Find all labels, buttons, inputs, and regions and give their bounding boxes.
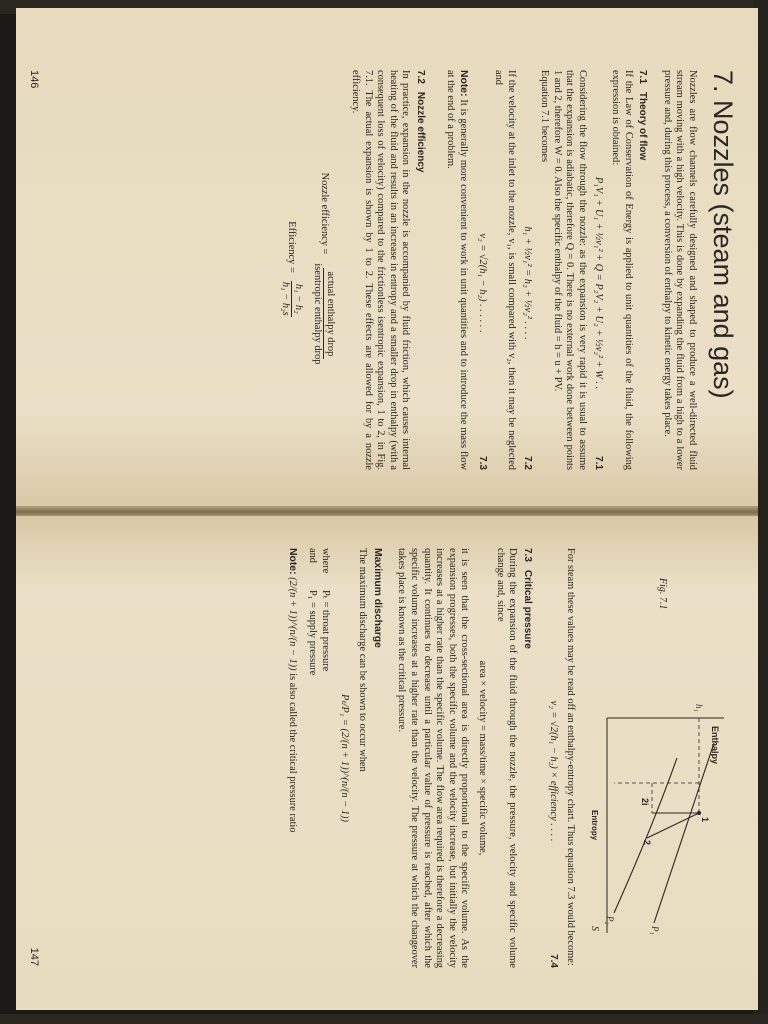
page-number: 147: [28, 947, 40, 966]
paragraph: it is seen that the cross-sectional area is directly proportional to the specific volume. As the expansion progresses, both the specific volume and the velocity increase, but initially the velocity increases at a higher rate than the specific volume. The flow area required is therefore a decreasing quantity. It continues to decrease until a particular value of pressure is reached, after which the specific volume increases at a higher rate than the velocity. The pressure at which the changeover takes place is known as the critical pressure.: [396, 548, 471, 968]
left-page-content: [276, 70, 738, 470]
note-paragraph: [444, 70, 469, 470]
critical-ratio-equation: Pₜ/P₁ = (2/(n + 1))^(n/(n − 1)): [338, 694, 350, 822]
h1-label: h₁: [694, 704, 704, 712]
paragraph: Equation 7.1 becomes: [539, 70, 551, 163]
note-equation: (2/(n + 1))^(n/(n − 1)): [286, 577, 298, 671]
equation-7-3: [475, 70, 488, 470]
p2-isobar: [614, 758, 677, 913]
point-2-label: 2: [642, 840, 652, 846]
equation-7-2: [521, 70, 534, 470]
paragraph: Considering the flow through the nozzle: as the expansion is very rapid it is usual to assume that the expansion is adiabatic, therefore Q = 0. There is no external work done between points 1 and 2, therefore W = 0. Also the specific enthalpy of the fluid = h = u + PV.: [551, 70, 588, 470]
where-text: Pₜ = throat pressure: [320, 590, 332, 672]
note-text: is also called the critical pressure ratio: [286, 673, 298, 833]
section-title: Nozzle efficiency: [414, 91, 426, 173]
note-label: Note:: [286, 548, 298, 575]
numerator: actual enthalpy drop: [323, 268, 337, 359]
point-1-marker: [697, 811, 701, 815]
section-7-3-heading: [520, 548, 533, 968]
and-definition: [306, 548, 319, 968]
and-text: P₁ = supply pressure: [307, 590, 319, 676]
p1-label: P₁: [650, 926, 660, 935]
p2-label: P₂: [605, 916, 615, 925]
section-title: Critical pressure: [521, 569, 533, 649]
page-147: [16, 516, 758, 1010]
denominator: h₁ − h₂s: [279, 281, 291, 316]
paragraph: In practice, expansion in the nozzle is accompanied by fluid friction, which causes internal heating of the fluid and results in an increase in entropy and a smaller drop in enthalpy (with a consequent loss of velocity) compared to the frictionless isentropic expansion, 1 to 2, in Fig. 7.1. The actual expansion is shown by 1 to 2. These effects are allowed for by a nozzle efficiency.: [349, 70, 412, 470]
enthalpy-entropy-diagram: [582, 698, 732, 948]
equation-body: v₂ = √2(h₁ − h₂) . . . . . .: [476, 233, 488, 333]
section-number: 7.1: [637, 70, 649, 84]
equation-body: v₂ = √2(h₁ − h₂) × efficiency . . . .: [548, 700, 560, 842]
equation-body: P₁V₁ + U₁ + ½v₁² + Q = P₂V₂ + U₂ + ½v₂² + W . .: [593, 176, 605, 390]
s-label: S: [589, 926, 600, 931]
section-7-2-heading: [413, 70, 426, 470]
fraction: [278, 279, 304, 319]
equation-number: 7.1: [593, 456, 605, 470]
equation-number: 7.4: [548, 954, 560, 968]
p1-isobar: [654, 743, 714, 923]
note-text: It is generally more convenient to work in unit quantities and to introduce the mass flow at the end of a problem.: [445, 70, 470, 470]
figure-7-1: [582, 548, 732, 968]
nozzle-efficiency-formula: [310, 70, 336, 470]
y-axis-label: Enthalpy: [710, 726, 720, 765]
section-7-1-heading: [636, 70, 649, 470]
paragraph: If the velocity at the inlet to the nozzle, v₁, is small compared with v₂, then it may be neglected and: [493, 70, 517, 470]
equation-body: h₁ + ½v₁² = h₂ + ½v₂² . . . .: [522, 226, 534, 340]
paragraph: The maximum discharge can be shown to occur when: [357, 548, 369, 772]
denominator: isentropic enthalpy drop: [311, 263, 323, 365]
chapter-title: 7. Nozzles (steam and gas): [708, 70, 738, 399]
page-146: [16, 8, 758, 508]
point-1-label: 1: [700, 817, 710, 823]
formula-label: Efficiency =: [286, 221, 298, 273]
equation-number: 7.2: [522, 456, 534, 470]
intro-paragraph: Nozzles are flow channels carefully designed and shaped to produce a well-directed fluid stream moving with a high velocity. This is done by expanding the fluid from a high to a lower pressure and, during this process, a conversion of enthalpy to kinetic energy takes place.: [661, 70, 698, 470]
paragraph: If the Law of Conservation of Energy is applied to unit quantities of the fluid, the following expression is obtained:: [610, 70, 634, 470]
equation-number: 7.3: [476, 456, 488, 470]
area-velocity-relation: area × velocity = mass/time × specific volume,: [477, 660, 489, 856]
where-definition: [319, 548, 332, 968]
equation-7-1: [592, 70, 605, 470]
formula-label: Nozzle efficiency =: [318, 172, 330, 255]
right-page-content: [285, 548, 738, 968]
page-number: 146: [28, 70, 40, 89]
equation-7-4: [547, 548, 560, 968]
figure-caption: Fig. 7.1: [657, 578, 668, 610]
section-title: Theory of flow: [637, 91, 649, 161]
note-label: Note:: [458, 70, 470, 97]
efficiency-formula: [278, 70, 304, 470]
paragraph: For steam these values may be read off an enthalpy-entropy chart. Thus equation 7.3 would become:: [565, 548, 576, 966]
fraction: [310, 260, 336, 367]
where-label: where: [320, 548, 332, 574]
x-axis-label: Entropy: [590, 810, 599, 841]
and-label: and: [307, 548, 319, 564]
note-paragraph: [285, 548, 298, 968]
section-number: 7.3: [521, 548, 533, 562]
numerator: h₁ − h₂: [291, 281, 305, 317]
section-number: 7.2: [414, 70, 426, 84]
maximum-discharge-heading: Maximum discharge: [371, 548, 383, 648]
point-2i-label: 2i: [640, 798, 650, 806]
paragraph: During the expansion of the fluid through the nozzle, the pressure, velocity and specific volume change and, since: [494, 548, 519, 968]
